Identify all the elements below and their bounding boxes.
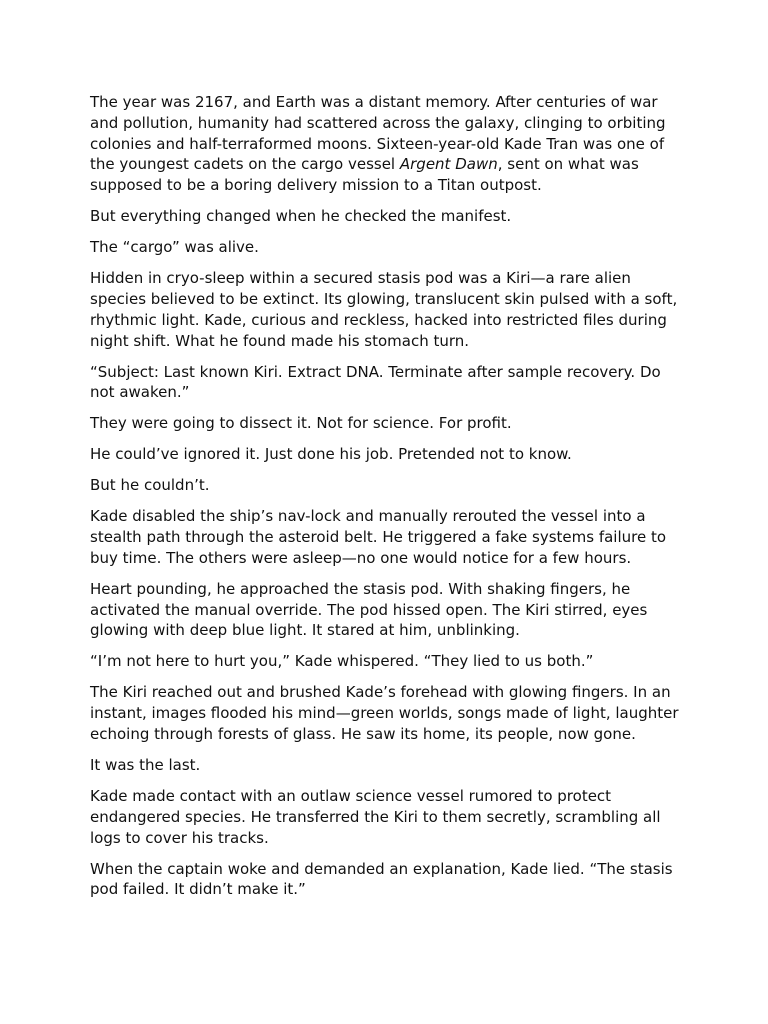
paragraph-2: But everything changed when he checked the manifest. <box>90 207 512 226</box>
paragraph-1 <box>90 92 682 196</box>
paragraph-5: “Subject: Last known Kiri. Extract DNA. Terminate after sample recovery. Do not awaken.” <box>90 362 661 402</box>
document-page <box>90 92 682 900</box>
paragraph-4: Hidden in cryo-sleep within a secured stasis pod was a Kiri—a rare alien species believed to be extinct. Its glowing, translucent skin pulsed with a soft, rhythmic light. Kade, curious and reckless, hacked into restricted files during night shift. What he found made his stomach turn. <box>90 269 678 350</box>
paragraph-1-text-a: The year was 2167, and Earth was a distant memory. After centuries of war and pollution, humanity had scattered across the galaxy, clinging to orbiting colonies and half-terraformed moons. Sixteen-year-old Kade Tran was one of the youngest cadets on the cargo vessel <box>90 93 666 174</box>
paragraph-13: It was the last. <box>90 755 201 774</box>
paragraph-1-text-b: , sent on what was supposed to be a boring delivery mission to a Titan outpost. <box>90 155 639 195</box>
paragraph-12: The Kiri reached out and brushed Kade’s forehead with glowing fingers. In an instant, images flooded his mind—green worlds, songs made of light, laughter echoing through forests of glass. He saw its home, its people, now gone. <box>90 683 679 743</box>
paragraph-7: He could’ve ignored it. Just done his job. Pretended not to know. <box>90 445 572 464</box>
paragraph-15: When the captain woke and demanded an explanation, Kade lied. “The stasis pod failed. It didn’t make it.” <box>90 859 673 899</box>
paragraph-14: Kade made contact with an outlaw science vessel rumored to protect endangered species. He transferred the Kiri to them secretly, scrambling all logs to cover his tracks. <box>90 786 661 847</box>
paragraph-11: “I’m not here to hurt you,” Kade whispered. “They lied to us both.” <box>90 652 594 671</box>
ship-name: Argent Dawn <box>399 155 498 174</box>
paragraph-9: Kade disabled the ship’s nav-lock and manually rerouted the vessel into a stealth path through the asteroid belt. He triggered a fake systems failure to buy time. The others were asleep—no one would notice for a few hours. <box>90 507 667 567</box>
paragraph-3: The “cargo” was alive. <box>90 238 259 257</box>
paragraph-10: Heart pounding, he approached the stasis pod. With shaking fingers, he activated the manual override. The pod hissed open. The Kiri stirred, eyes glowing with deep blue light. It stared at him, unblinking. <box>90 579 648 640</box>
paragraph-6: They were going to dissect it. Not for science. For profit. <box>90 414 512 433</box>
paragraph-8: But he couldn’t. <box>90 476 210 495</box>
